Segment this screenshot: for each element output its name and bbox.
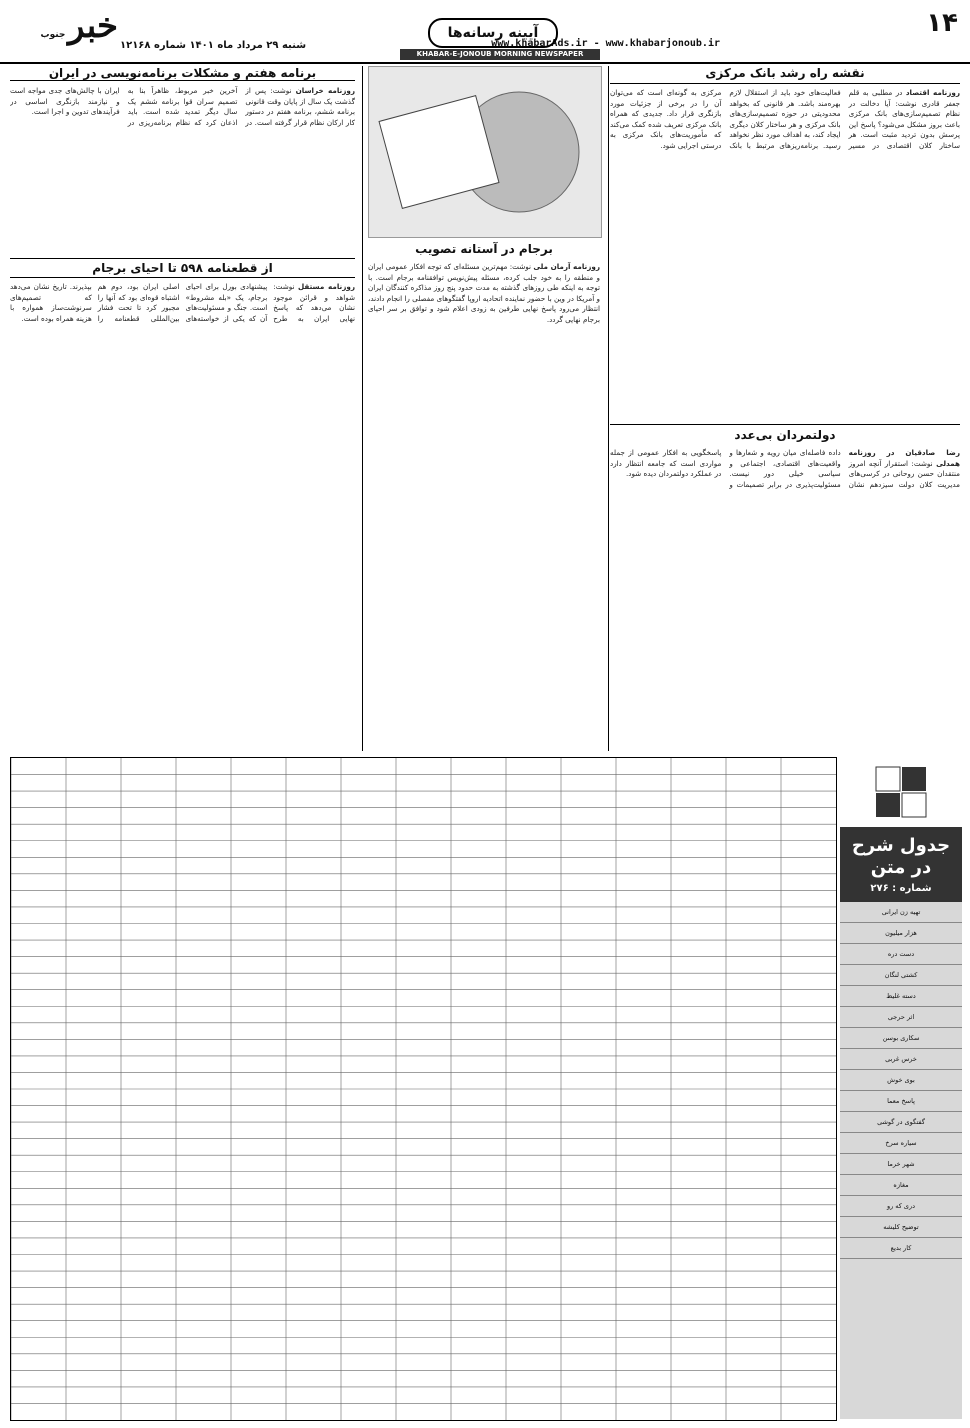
clue-item: گفتگوی در گوشی <box>840 1112 962 1133</box>
media-program-text: نوشت: پس از گذشت یک سال از پایان وقت قانونی برنامه ششم، برنامه هفتم در دستور کار ارکان نظام قرار گرفته است. در آخرین خبر مربوط، ظاهراً بنا به تصمیم سران قوا برنامه ششم یک سال دیگر تمدید شده است. باید اذعان کرد که نظام برنامه‌ریزی در ایران با چالش‌های جدی مواجه است و نیازمند بازنگری اساسی در فرآیندهای تدوین و اجرا است. <box>10 86 355 127</box>
clue-item: بوی خوش <box>840 1070 962 1091</box>
masthead <box>0 0 970 64</box>
clue-item: مغازه <box>840 1175 962 1196</box>
site-urls[interactable]: www.khabarAds.ir - www.khabarjonoub.ir <box>491 38 720 49</box>
clue-item: اثر حرجی <box>840 1007 962 1028</box>
logo-sub: جنوب <box>40 30 66 40</box>
central-bank-title: نقشه راه رشد بانک مرکزی <box>610 66 960 84</box>
clue-item: سیاره سرخ <box>840 1133 962 1154</box>
media-program-title: برنامه هفتم و مشکلات برنامه‌نویسی در ایران <box>10 66 355 81</box>
page-number: ۱۴ <box>926 8 958 38</box>
clue-item: شهر خرما <box>840 1154 962 1175</box>
clue-item: توضیح کلیشه <box>840 1217 962 1238</box>
divider <box>610 424 960 425</box>
barjam-text: نوشت: مهم‌ترین مسئله‌ای که توجه افکار عمومی ایران و منطقه را به خود جلب کرده، مسئله پیش‌نویس توافقنامه برجام است. با توجه به اینکه طی روزهای گذشته به مدت حدود پنج روز مذاکره کنندگان ایران و آمریکا در وین با حضور نماینده اتحادیه اروپا گفتگوهای مفصلی را انجام دادند، انتظار می‌رود پاسخ نهایی طرفین به زودی اعلام شود و توافق بر سر احیای برجام نهایی گردد. <box>368 262 600 324</box>
puzzle-title: جدول شرح در متن <box>851 835 951 878</box>
resolution-lede: روزنامه مستقل <box>298 282 355 291</box>
clue-list <box>840 902 962 1259</box>
puzzle-logo <box>840 757 962 827</box>
media-program-body <box>10 86 355 246</box>
clue-item: تهیه زن ایرانی <box>840 902 962 923</box>
puzzle-emblem-icon <box>871 762 931 822</box>
media-program-lede: روزنامه خراسان <box>295 86 355 95</box>
government-body <box>610 448 960 748</box>
section-title: آیینه رسانه‌ها <box>428 18 558 48</box>
clue-item: خرس غربی <box>840 1049 962 1070</box>
globe-newspaper-icon <box>369 67 601 237</box>
puzzle-panel <box>840 757 962 1419</box>
clue-item: سکاری بوسن <box>840 1028 962 1049</box>
grid-lines <box>11 758 836 1420</box>
central-bank-lede: روزنامه اقتصاد <box>905 88 960 97</box>
central-bank-text: در مطلبی به قلم جعفر قادری نوشت: آیا دخالت در نظام تصمیم‌سازی‌های بانک مرکزی باعث بروز مشکل می‌شود؟ پاسخ این پرسش بدون تردید مثبت است. هر ساختار کلان اقتصادی در مسیر فعالیت‌های خود باید از استقلال لازم بهره‌مند باشد. هر قانونی که بخواهد محدودیتی در حوزه تصمیم‌سازی‌های بانک مرکزی و هر ساختار کلان دیگری ایجاد کند، به اهداف مورد نظر نخواهد رسید. برنامه‌ریزهای مرتبط با بانک مرکزی به گونه‌ای است که می‌توان آن را در برخی از جزئیات مورد بازنگری قرار داد. جدیدی که همراه بانک مرکزی تعریف شده کمک می‌کند که مأموریت‌های بانک مرکزی به درستی اجرایی شود. <box>610 88 960 150</box>
crossword-grid[interactable] <box>10 757 837 1421</box>
divider <box>362 66 363 751</box>
barjam-body <box>368 262 600 750</box>
dateline: شنبه ۲۹ مرداد ماه ۱۴۰۱ شماره ۱۲۱۶۸ <box>120 40 307 51</box>
resolution-title: از قطعنامه ۵۹۸ تا احیای برجام <box>10 258 355 278</box>
central-bank-body <box>610 88 960 408</box>
government-text: نوشت: استقرار آنچه امروز منتقدان حسن روحانی در کرسی‌های مدیریت کلان دولت سیزدهم نشان داده فاصله‌ای میان رویه و شعارها و واقعیت‌های اقتصادی، اجتماعی و سیاسی خیلی دور نیست. مسئولیت‌پذیری در برابر تصمیمات و پاسخگویی به افکار عمومی از جمله مواردی است که جامعه انتظار دارد در عملکرد دولتمردان دیده شود. <box>610 448 960 489</box>
clue-item: دسته غلیظ <box>840 986 962 1007</box>
news-illustration <box>368 66 602 238</box>
clue-item: کار بدیع <box>840 1238 962 1259</box>
resolution-body <box>10 282 355 750</box>
clue-item: هزار میلیون <box>840 923 962 944</box>
logo-text: خبر <box>67 6 118 46</box>
clue-item: کشتی لنگان <box>840 965 962 986</box>
puzzle-number: شماره : ۲۷۶ <box>870 883 932 894</box>
barjam-title: برجام در آستانه تصویب <box>415 242 553 256</box>
government-lede: رضا صادقیان در روزنامه همدلی <box>848 448 960 468</box>
divider <box>608 66 609 751</box>
clue-item: دری که رو <box>840 1196 962 1217</box>
government-title: دولتمردان بی‌عدد <box>734 428 836 442</box>
resolution-text: نوشت: شواهد و قرائن موجود نشان می‌دهد که پاسخ نهایی ایران به طرح پیشنهادی بورل برای احیای برجام، یک «بله مشروط» است. جنگ و مسئولیت‌های آن که یکی از خواسته‌های اصلی ایران بود، دوم هم اشتباه قوه‌ای بود که آنها را مجبور کرد تا تحت فشار بین‌المللی قطعنامه را بپذیرند. تاریخ نشان می‌دهد که تصمیم‌های سرنوشت‌ساز همواره با هزینه همراه بوده است. <box>10 282 355 323</box>
clue-item: دست دره <box>840 944 962 965</box>
barjam-lede: روزنامه آرمان ملی <box>533 262 600 271</box>
puzzle-header <box>840 827 962 902</box>
newspaper-logo <box>8 6 118 56</box>
clue-item: پاسخ معما <box>840 1091 962 1112</box>
english-name: KHABAR-E-JONOUB MORNING NEWSPAPER <box>400 49 600 60</box>
